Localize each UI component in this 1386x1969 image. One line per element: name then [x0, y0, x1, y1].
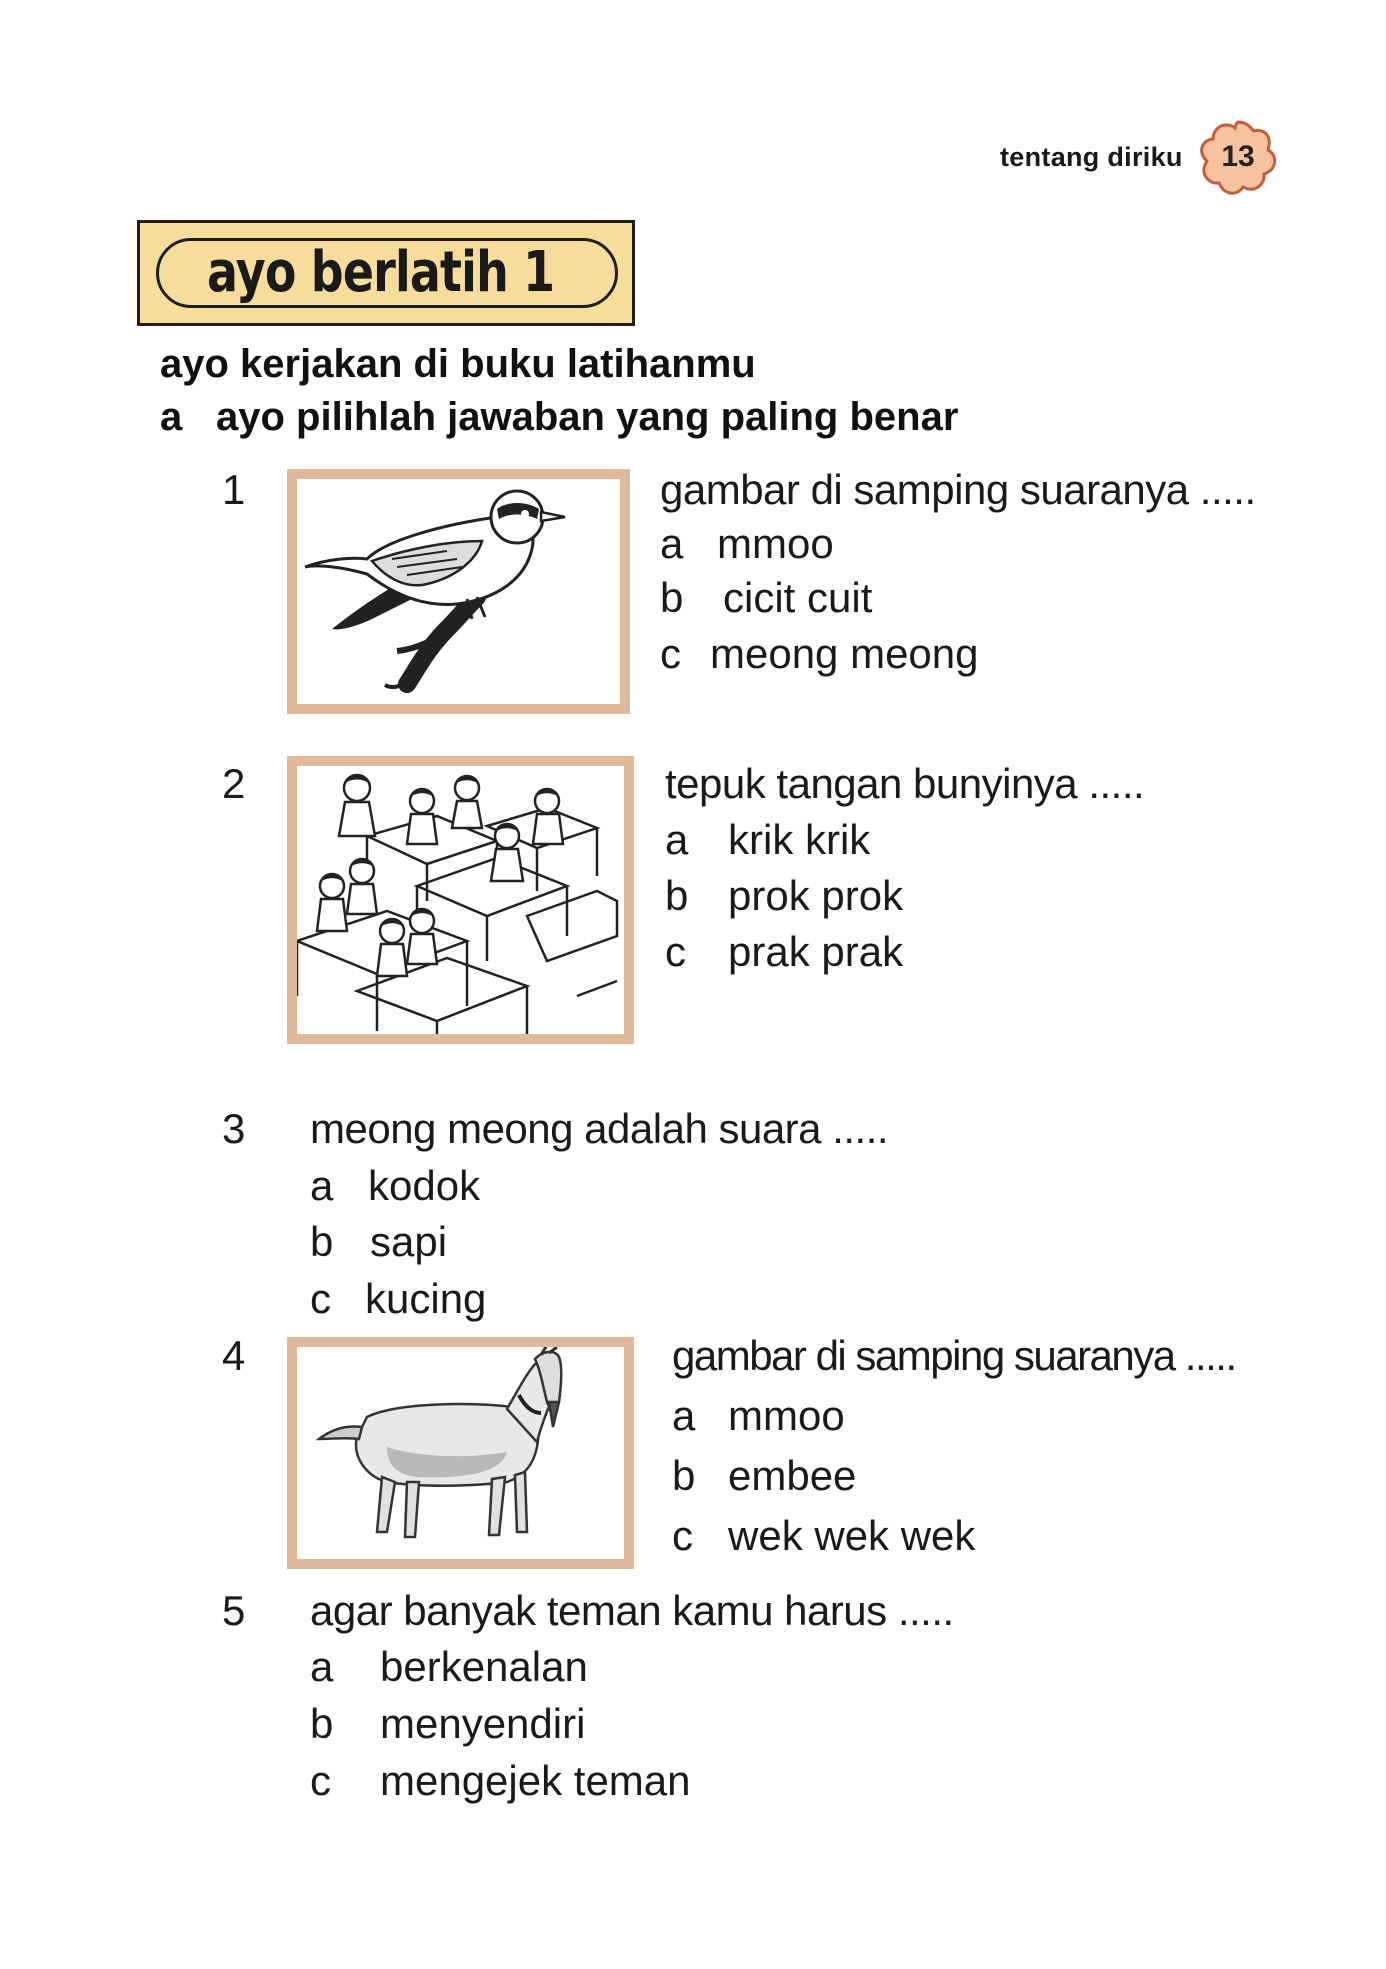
- page-number: 13: [1221, 140, 1255, 173]
- option-text: kucing: [365, 1275, 487, 1322]
- option-letter: c: [310, 1757, 331, 1804]
- question-number: 4: [222, 1332, 246, 1379]
- question-number: 1: [222, 466, 246, 513]
- question-text: agar banyak teman kamu harus .....: [310, 1587, 954, 1634]
- answer-option[interactable]: [672, 1452, 856, 1500]
- option-letter: a: [660, 520, 684, 567]
- option-letter: a: [665, 816, 689, 863]
- option-letter: c: [672, 1512, 693, 1559]
- option-text: prok prok: [728, 872, 904, 919]
- answer-option[interactable]: [665, 816, 870, 864]
- answer-option[interactable]: [665, 872, 903, 920]
- answer-option[interactable]: [310, 1275, 486, 1323]
- bird-icon: [297, 479, 620, 704]
- answer-option[interactable]: [660, 630, 979, 678]
- answer-option[interactable]: [672, 1512, 975, 1560]
- page-number-badge: [1198, 118, 1278, 196]
- option-text: cicit cuit: [723, 574, 873, 621]
- option-text: mmoo: [728, 1392, 845, 1439]
- option-letter: b: [672, 1452, 696, 1499]
- instruction-text: ayo pilihlah jawaban yang paling benar: [216, 395, 959, 439]
- question-text: meong meong adalah suara .....: [310, 1105, 889, 1152]
- answer-option[interactable]: [665, 928, 903, 976]
- section-label: a: [160, 395, 183, 439]
- question-number: 2: [222, 760, 246, 807]
- option-text: wek wek wek: [728, 1512, 976, 1559]
- answer-option[interactable]: [672, 1392, 845, 1440]
- question-image-frame: [287, 469, 630, 714]
- option-letter: b: [660, 574, 684, 621]
- instruction-subheading: [160, 395, 958, 440]
- answer-option[interactable]: [310, 1162, 480, 1210]
- question-image-frame: [287, 756, 634, 1044]
- answer-option[interactable]: [310, 1218, 447, 1266]
- option-text: sapi: [370, 1218, 448, 1265]
- option-letter: c: [310, 1275, 331, 1322]
- running-title: tentang diriku: [1000, 142, 1183, 172]
- option-text: mmoo: [717, 520, 834, 567]
- banner-pill: [156, 238, 618, 308]
- option-text: kodok: [368, 1162, 481, 1209]
- section-banner: [137, 220, 635, 326]
- option-text: krik krik: [728, 816, 871, 863]
- option-text: mengejek teman: [380, 1757, 691, 1804]
- answer-option[interactable]: [310, 1643, 588, 1691]
- question-number: 5: [222, 1587, 246, 1634]
- option-text: menyendiri: [380, 1700, 586, 1747]
- question-text: tepuk tangan bunyinya .....: [665, 760, 1145, 807]
- option-letter: b: [310, 1700, 334, 1747]
- option-text: embee: [728, 1452, 857, 1499]
- option-letter: a: [310, 1162, 334, 1209]
- option-letter: a: [310, 1643, 334, 1690]
- option-letter: b: [665, 872, 689, 919]
- question-number: 3: [222, 1105, 246, 1152]
- question-text: gambar di samping suaranya .....: [660, 466, 1256, 513]
- answer-option[interactable]: [310, 1757, 691, 1805]
- children-clapping-icon: [297, 766, 624, 1034]
- option-letter: b: [310, 1218, 334, 1265]
- goat-icon: [297, 1347, 624, 1559]
- instruction-line: ayo kerjakan di buku latihanmu: [160, 342, 756, 386]
- answer-option[interactable]: [660, 574, 872, 622]
- option-text: prak prak: [728, 928, 904, 975]
- question-image-frame: [287, 1337, 634, 1569]
- option-letter: c: [665, 928, 686, 975]
- option-text: berkenalan: [380, 1643, 588, 1690]
- option-text: meong meong: [710, 630, 979, 677]
- option-letter: c: [660, 630, 681, 677]
- option-letter: a: [672, 1392, 696, 1439]
- banner-title: ayo berlatih 1: [207, 240, 555, 305]
- answer-option[interactable]: [660, 520, 834, 568]
- answer-option[interactable]: [310, 1700, 585, 1748]
- question-text: gambar di samping suaranya .....: [672, 1332, 1236, 1379]
